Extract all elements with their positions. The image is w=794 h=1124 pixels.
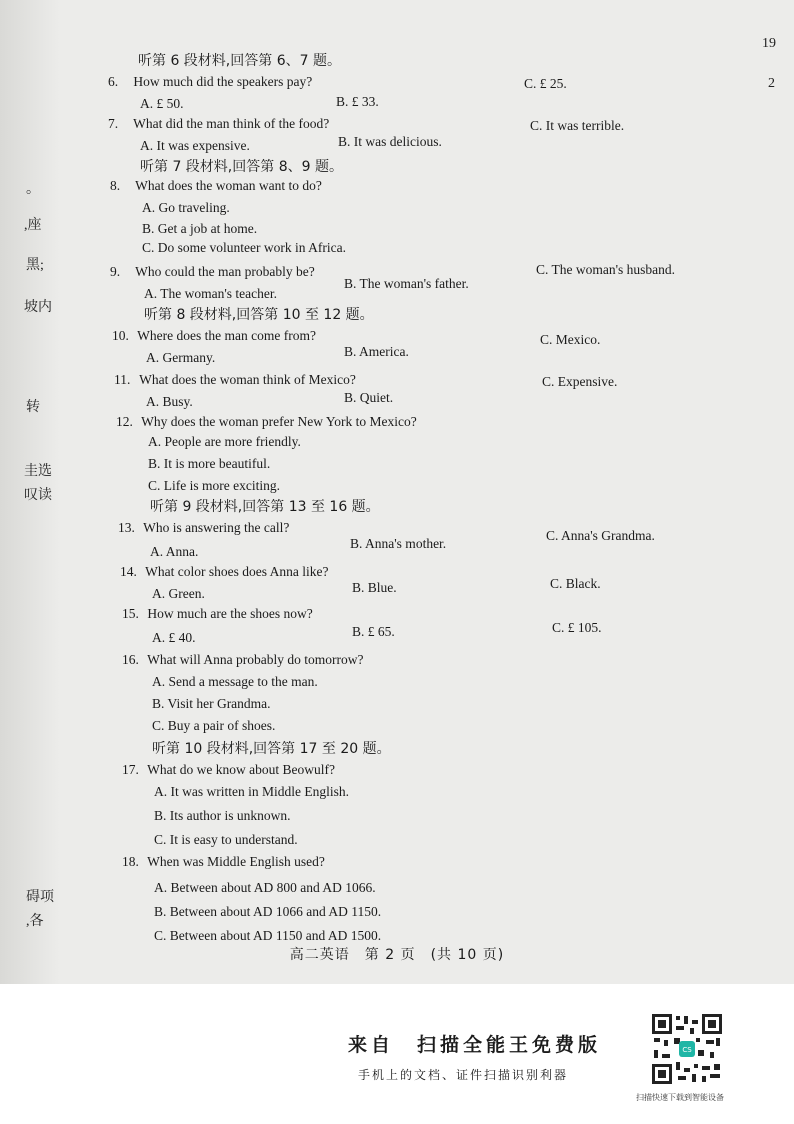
option-c: C. Life is more exciting. [148,478,280,493]
question-18: 18. When was Middle English used? [122,854,325,869]
option-b: B. Visit her Grandma. [152,696,271,711]
left-edge-char: 叹读 [24,488,52,503]
left-edge-char: 坡内 [24,300,52,315]
option-b: B. Between about AD 1066 and AD 1150. [154,904,382,919]
qr-caption: 扫描快速下载到智能设备 [636,1093,724,1102]
section-heading: 听第 8 段材料,回答第 10 至 12 题。 [144,307,374,323]
option-b: B. Blue. [352,580,397,595]
question-8: 8. What does the woman want to do? [110,178,322,193]
option-a: A. Anna. [150,544,199,559]
scanner-banner-subtitle: 手机上的文档、证件扫描识别利器 [358,1068,569,1082]
option-c: C. £ 25. [524,76,567,91]
option-c: C. Anna's Grandma. [546,528,655,543]
option-c: C. Between about AD 1150 and AD 1500. [154,928,382,943]
option-b: B. The woman's father. [344,276,469,291]
option-a: A. £ 50. [140,96,184,111]
option-a: A. Busy. [146,394,193,409]
option-a: A. Go traveling. [142,200,230,215]
option-c: C. Do some volunteer work in Africa. [142,240,346,255]
qr-code[interactable] [650,1012,724,1086]
option-b: B. Get a job at home. [142,221,258,236]
option-c: C. The woman's husband. [536,262,676,277]
option-c: C. £ 105. [552,620,602,635]
option-a: A. Green. [152,586,205,601]
option-c: C. Expensive. [542,374,618,389]
question-12: 12. Why does the woman prefer New York to Mexico? [116,414,417,429]
option-a: A. £ 40. [152,630,196,645]
option-b: B. It is more beautiful. [148,456,271,471]
question-7: 7. What did the man think of the food? [108,116,330,131]
option-a: A. Between about AD 800 and AD 1066. [154,880,376,895]
left-edge-char: 黑; [26,258,44,273]
option-a: A. It was written in Middle English. [154,784,349,799]
question-16: 16. What will Anna probably do tomorrow? [122,652,364,667]
question-6: 6. How much did the speakers pay? [108,74,313,89]
option-c: C. It was terrible. [530,118,625,133]
option-c: C. It is easy to understand. [154,832,298,847]
right-edge-char: 2 [768,76,775,91]
option-a: A. People are more friendly. [148,434,301,449]
question-15: 15. How much are the shoes now? [122,606,313,621]
question-14: 14. What color shoes does Anna like? [120,564,329,579]
option-b: B. Its author is unknown. [154,808,291,823]
option-c: C. Buy a pair of shoes. [152,718,276,733]
left-edge-char: ,座 [24,218,42,233]
option-b: B. Quiet. [344,390,394,405]
question-17: 17. What do we know about Beowulf? [122,762,335,777]
left-edge-char: 转 [26,400,40,415]
option-a: A. It was expensive. [140,138,250,153]
section-heading: 听第 6 段材料,回答第 6、7 题。 [138,53,341,69]
option-b: B. America. [344,344,409,359]
svg-text:CS: CS [682,1046,692,1054]
option-a: A. Send a message to the man. [152,674,318,689]
left-edge-char: 碍项 [26,890,54,905]
option-c: C. Mexico. [540,332,601,347]
option-c: C. Black. [550,576,601,591]
scanner-banner-title: 来自 扫描全能王免费版 [348,1034,602,1056]
option-a: A. Germany. [146,350,216,365]
option-b: B. £ 65. [352,624,395,639]
left-edge-char: 圭选 [24,464,52,479]
section-heading: 听第 7 段材料,回答第 8、9 题。 [140,159,343,175]
option-b: B. Anna's mother. [350,536,447,551]
right-edge-char: 19 [762,36,776,51]
option-b: B. It was delicious. [338,134,442,149]
page-footer: 高二英语 第 2 页 (共 10 页) [289,947,505,963]
question-9: 9. Who could the man probably be? [110,264,315,279]
option-a: A. The woman's teacher. [144,286,278,301]
question-11: 11. What does the woman think of Mexico? [114,372,356,387]
question-10: 10. Where does the man come from? [112,328,316,343]
left-edge-char: ,各 [26,914,44,929]
question-13: 13. Who is answering the call? [118,520,290,535]
left-edge-char: 。 [26,182,40,197]
section-heading: 听第 10 段材料,回答第 17 至 20 题。 [152,741,391,757]
section-heading: 听第 9 段材料,回答第 13 至 16 题。 [150,499,380,515]
option-b: B. £ 33. [336,94,379,109]
